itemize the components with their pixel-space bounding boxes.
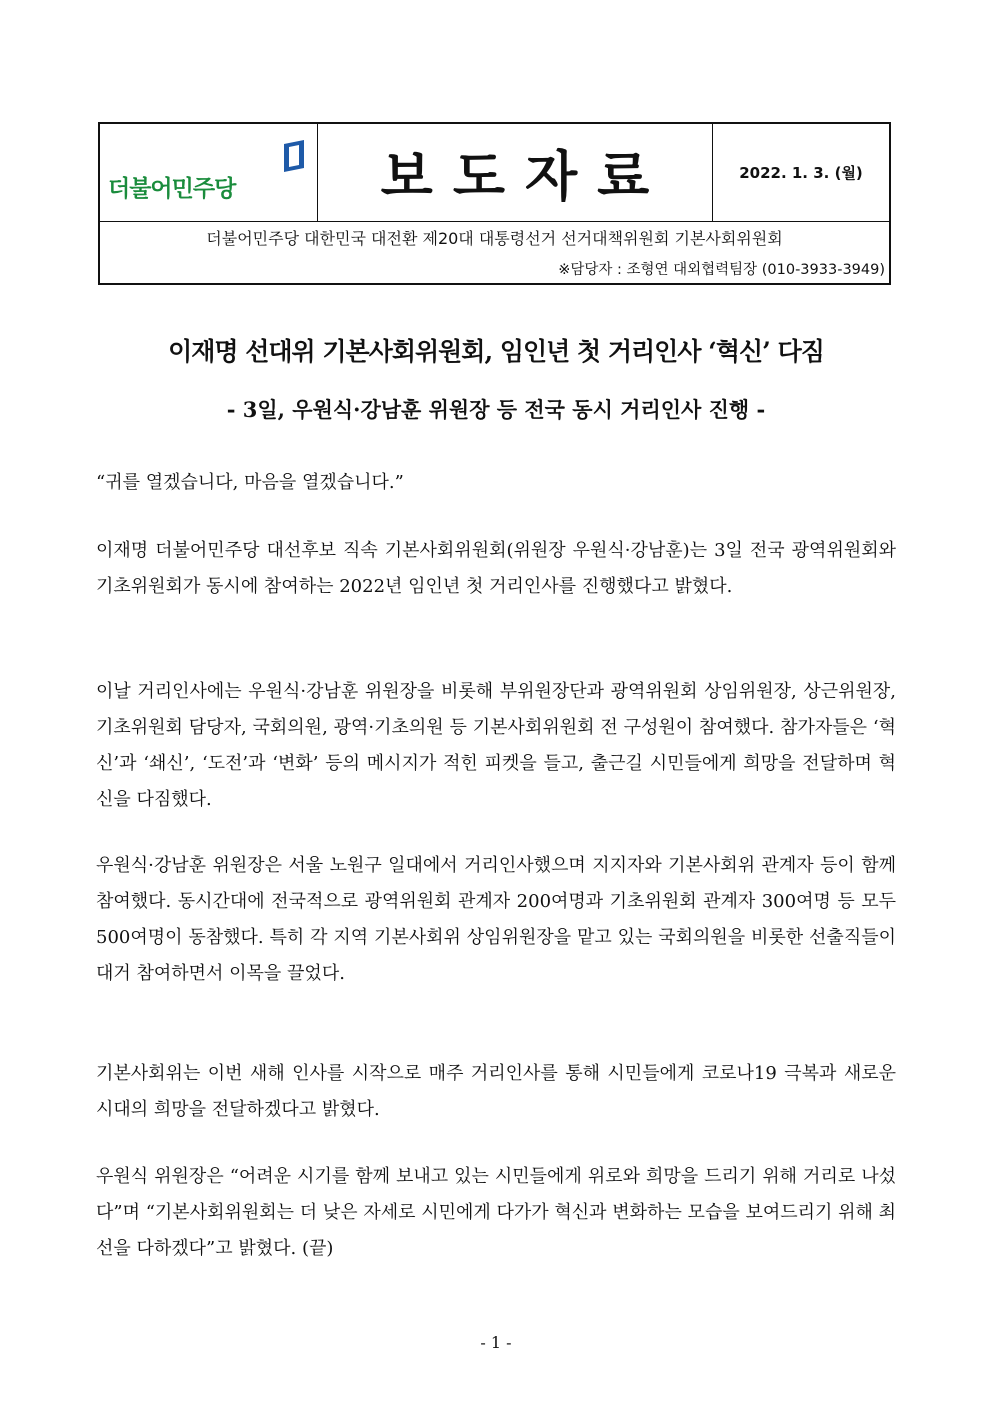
paragraph (96, 848, 896, 992)
paragraph-text: 이재명 더불어민주당 대선후보 직속 기본사회위원회(위원장 우원식·강남훈)는 3일 전국 광역위원회와 기초위원회가 동시에 참여하는 2022년 임인년 첫 거리인사를 진행했다고 밝혔다. (96, 540, 896, 597)
organization-name: 더불어민주당 대한민국 대전환 제20대 대통령선거 선거대책위원회 기본사회위원회 (206, 229, 783, 248)
press-release-title: 보도자료 (380, 145, 670, 208)
paragraph-text: 우원식 위원장은 “어려운 시기를 함께 보내고 있는 시민들에게 위로와 희망을 드리기 위해 거리로 나섰다”며 “기본사회위원회는 더 낮은 자세로 시민에게 다가가 혁신과 변화하는 모습을 보여드리기 위해 최선을 다하겠다”고 밝혔다. (끝) (96, 1166, 896, 1259)
quote-text: “귀를 열겠습니다, 마음을 열겠습니다.” (96, 472, 404, 493)
page-number: - 1 - (480, 1333, 512, 1352)
paragraph (96, 1056, 896, 1128)
release-date: 2022. 1. 3. (월) (739, 164, 863, 182)
party-logo-mark-icon (280, 138, 310, 174)
paragraph (96, 533, 896, 605)
paragraph-text: 이날 거리인사에는 우원식·강남훈 위원장을 비롯해 부위원장단과 광역위원회 상임위원장, 상근위원장, 기초위원회 담당자, 국회의원, 광역·기초의원 등 기본사회위원회 전 구성원이 참여했다. 참가자들은 ‘혁신’과 ‘쇄신’, ‘도전’과 ‘변화’ 등의 메시지가 적힌 피켓을 들고, 출근길 시민들에게 희망을 전달하며 혁신을 다짐했다. (96, 681, 896, 810)
logo-cell (100, 124, 318, 221)
opening-quote (96, 465, 896, 501)
paragraph-text: 기본사회위는 이번 새해 인사를 시작으로 매주 거리인사를 통해 시민들에게 코로나19 극복과 새로운 시대의 희망을 전달하겠다고 밝혔다. (96, 1063, 896, 1120)
party-logo-text: 더불어민주당 (108, 176, 236, 202)
title-cell (318, 124, 713, 221)
contact-info: ※담당자 : 조형연 대외협력팀장 (010-3933-3949) (558, 262, 885, 278)
paragraph (96, 674, 896, 818)
headline: 이재명 선대위 기본사회위원회, 임인년 첫 거리인사 ‘혁신’ 다짐 (168, 337, 824, 366)
subheadline: - 3일, 우원식·강남훈 위원장 등 전국 동시 거리인사 진행 - (226, 397, 766, 422)
header-top-row (100, 124, 889, 222)
press-release-header (98, 122, 891, 285)
date-cell (713, 124, 889, 221)
paragraph (96, 1159, 896, 1267)
paragraph-text: 우원식·강남훈 위원장은 서울 노원구 일대에서 거리인사했으며 지지자와 기본사회위 관계자 등이 함께 참여했다. 동시간대에 전국적으로 광역위원회 관계자 200여명과 기초위원회 관계자 300여명 등 모두 500여명이 동참했다. 특히 각 지역 기본사회위 상임위원장을 맡고 있는 국회의원을 비롯한 선출직들이 대거 참여하면서 이목을 끌었다. (96, 855, 896, 984)
